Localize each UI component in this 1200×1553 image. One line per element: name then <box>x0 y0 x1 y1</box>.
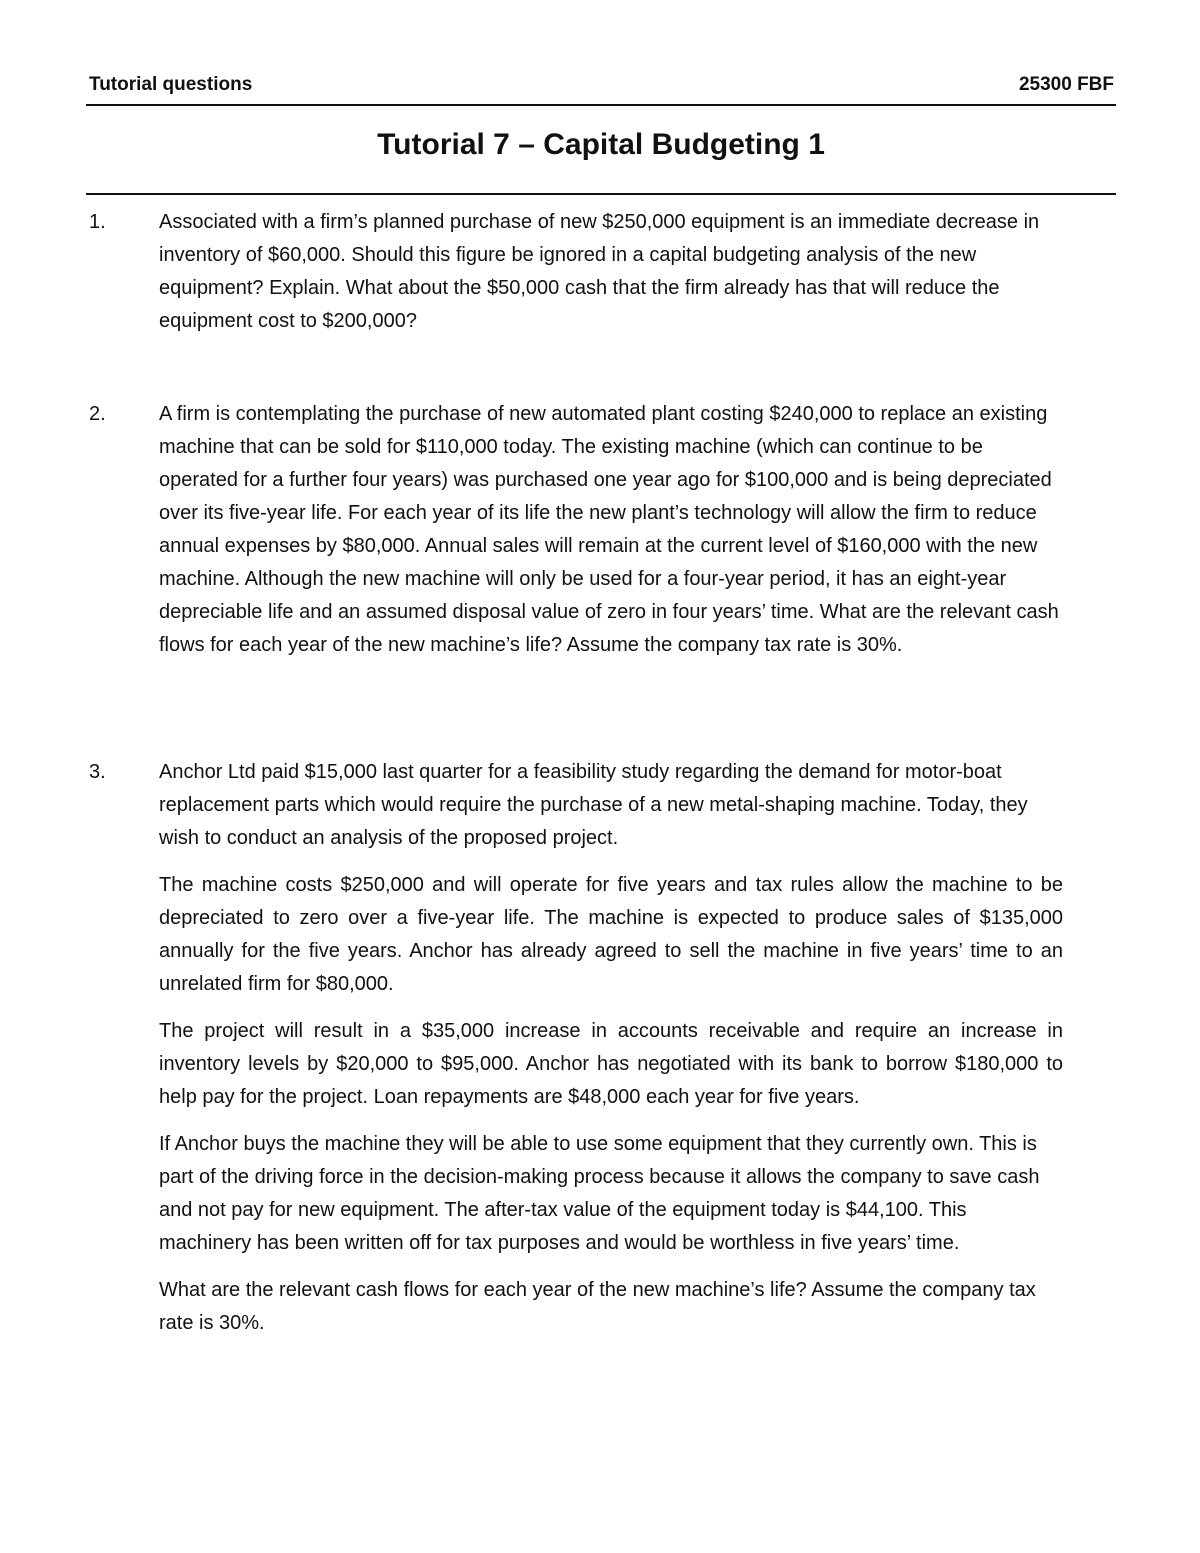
question-paragraph: If Anchor buys the machine they will be able to use some equipment that they currently own. This is part of the driving force in the decision-making process because it allows the company to save cash and not pay for new equipment. The after-tax value of the equipment today is $44,100. This machinery has been written off for tax purposes and would be worthless in five years’ time. <box>159 1133 1040 1254</box>
question-body <box>159 398 1063 662</box>
question-paragraph: The machine costs $250,000 and will operate for five years and tax rules allow the machine to be depreciated to zero over a five-year life. The machine is expected to produce sales of $135,000 annually for the five years. Anchor has already agreed to sell the machine in five years’ time to an unrelated firm for $80,000. <box>159 874 1063 995</box>
question-paragraph: Associated with a firm’s planned purchase of new $250,000 equipment is an immediate decrease in inventory of $60,000. Should this figure be ignored in a capital budgeting analysis of the new equipment? Explain. What about the $50,000 cash that the firm already has that will reduce the equipment cost to $200,000? <box>159 211 1040 332</box>
page-header <box>86 74 1116 100</box>
question-paragraph: What are the relevant cash flows for each year of the new machine’s life? Assume the company tax rate is 30%. <box>159 1279 1036 1334</box>
question-body <box>159 206 1063 338</box>
header-course-code: 25300 FBF <box>1018 74 1114 95</box>
title-divider <box>86 193 1116 195</box>
question-number: 1. <box>89 211 106 233</box>
question-paragraph: A firm is contemplating the purchase of new automated plant costing $240,000 to replace an existing machine that can be sold for $110,000 today. The existing machine (which can continue to be operated for a further four years) was purchased one year ago for $100,000 and is being depreciated over its five-year life. For each year of its life the new plant’s technology will allow the firm to reduce annual expenses by $80,000. Annual sales will remain at the current level of $160,000 with the new machine. Although the new machine will only be used for a four-year period, it has an eight-year depreciable life and an assumed disposal value of zero in four years’ time. What are the relevant cash flows for each year of the new machine’s life? Assume the company tax rate is 30%. <box>159 403 1059 656</box>
header-course-label: Tutorial questions <box>89 74 253 95</box>
question-number: 3. <box>89 761 106 783</box>
page-title: Tutorial 7 – Capital Budgeting 1 <box>377 128 825 161</box>
question-paragraph: Anchor Ltd paid $15,000 last quarter for a feasibility study regarding the demand for motor-boat replacement parts which would require the purchase of a new metal-shaping machine. Today, they wish to conduct an analysis of the proposed project. <box>159 761 1028 849</box>
question-number: 2. <box>89 403 106 425</box>
question-paragraph: The project will result in a $35,000 increase in accounts receivable and require an increase in inventory levels by $20,000 to $95,000. Anchor has negotiated with its bank to borrow $180,000 to help pay for the project. Loan repayments are $48,000 each year for five years. <box>159 1020 1063 1108</box>
question-body <box>159 756 1063 1340</box>
header-divider <box>86 104 1116 106</box>
